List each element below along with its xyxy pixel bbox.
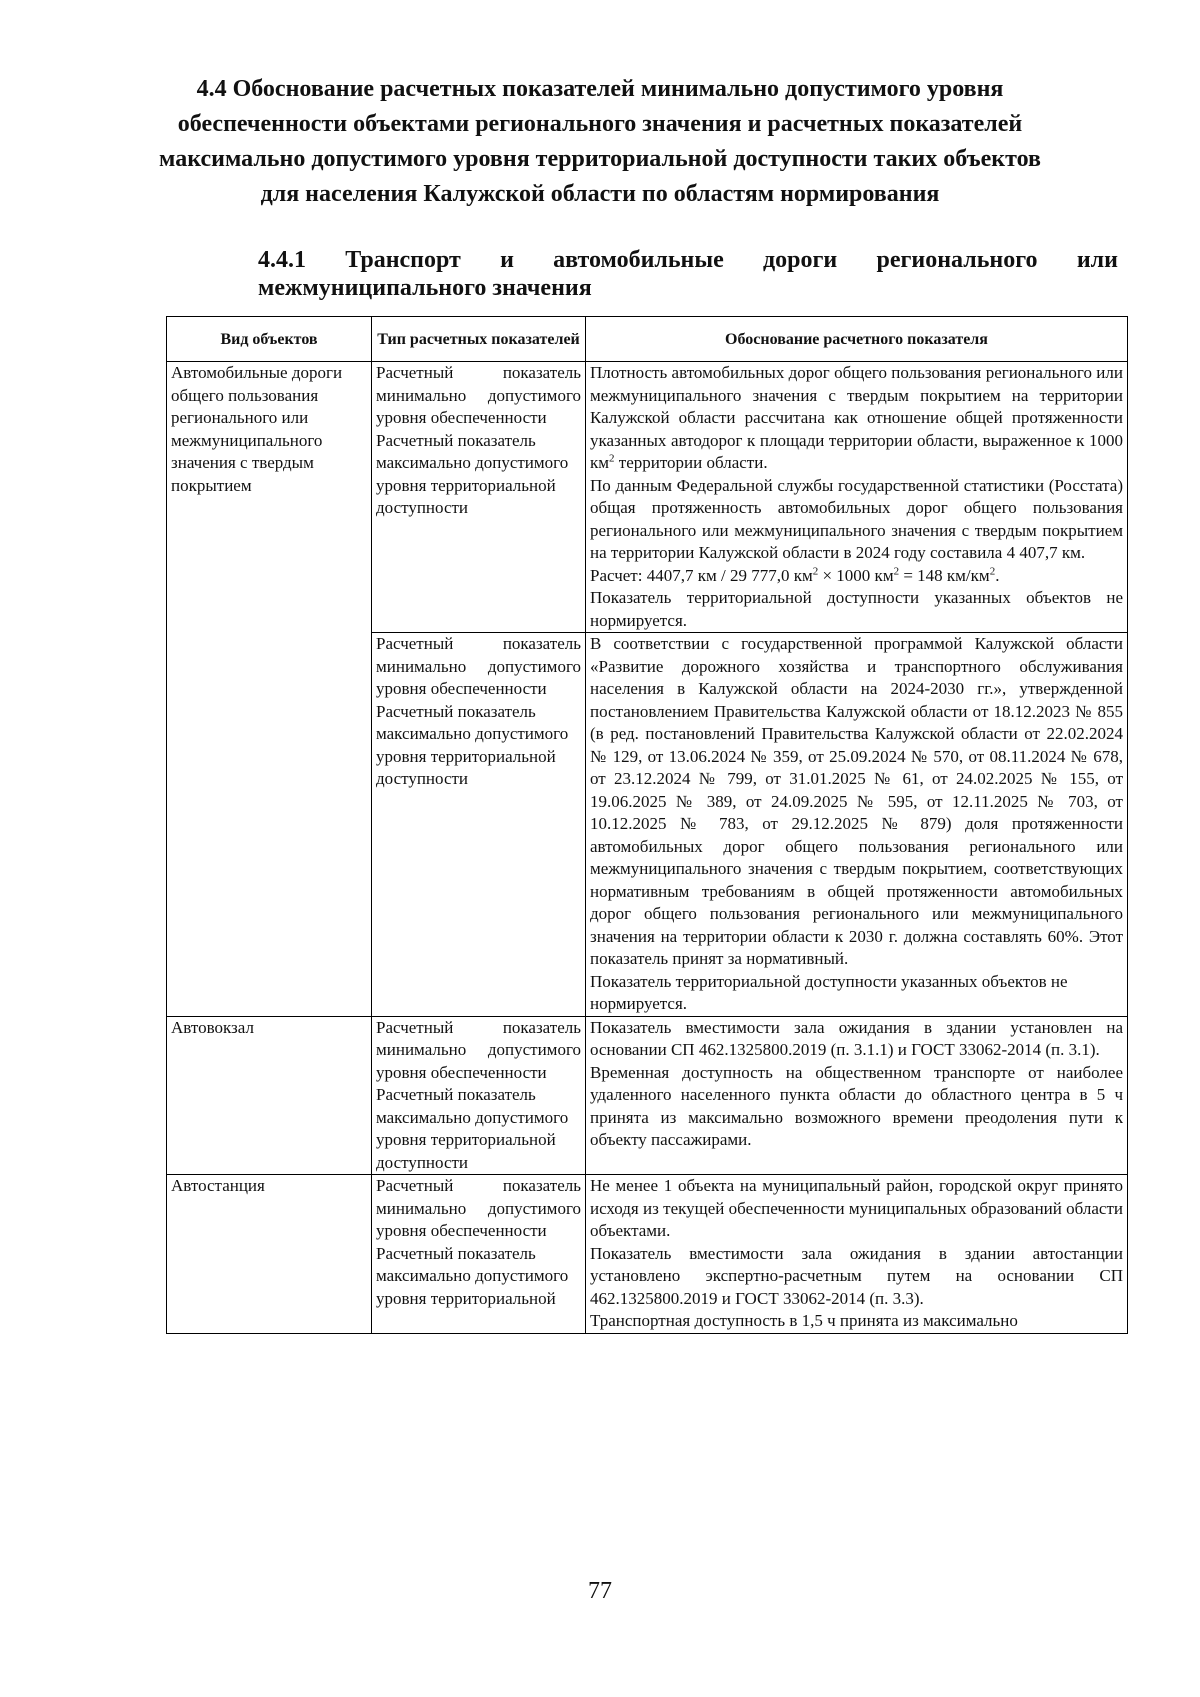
justification-cell bbox=[586, 362, 1128, 633]
indicator-type-cell bbox=[372, 1016, 586, 1175]
justification-cell bbox=[586, 633, 1128, 1017]
indicator-max-label: Расчетный показатель максимально допустимого уровня территориальной доступности bbox=[376, 1085, 569, 1172]
calc-text: × 1000 км bbox=[818, 565, 894, 585]
indicator-max-label: Расчетный показатель максимально допустимого уровня территориальной bbox=[376, 1243, 569, 1308]
subsection-word: Транспорт bbox=[345, 247, 461, 273]
table-row bbox=[167, 1175, 1128, 1334]
indicator-min-label: Расчетный показатель минимально допустимого уровня обеспеченности bbox=[376, 363, 581, 427]
superscript: 2 bbox=[893, 564, 900, 577]
table-row bbox=[167, 1016, 1128, 1175]
page-number: 77 bbox=[588, 1578, 612, 1604]
justification-paragraph: Не менее 1 объекта на муниципальный район, городской округ принято исходя из текущей обеспеченности муниципальных образований области объектами. bbox=[590, 1176, 1123, 1240]
justification-paragraph: Показатель территориальной доступности указанных объектов не нормируется. bbox=[590, 588, 1123, 630]
indicator-min-label: Расчетный показатель минимально допустимого уровня обеспеченности bbox=[376, 634, 581, 698]
subsection-word: дороги bbox=[763, 247, 838, 273]
justification-paragraph: По данным Федеральной службы государственной статистики (Росстата) общая протяженность автомобильных дорог общего пользования регионального или межмуниципального значения с твердым покрытием на территории Калужской области в 2024 году составила 4 407,7 км. bbox=[590, 475, 1123, 562]
superscript: 2 bbox=[989, 564, 996, 577]
justification-paragraph: В соответствии с государственной программой Калужской области «Развитие дорожного хозяйства и транспортного обслуживания населения в Калужской области на 2024-2030 гг.», утвержденной постановлением Правительства Калужской области от 18.12.2023 № 855 (в ред. постановлений Правительства Калужской области от 22.02.2024 № 129, от 13.06.2024 № 359, от 25.09.2024 № 570, от 08.11.2024 № 678, от 23.12.2024 № 799, от 31.01.2025 № 61, от 24.02.2025 № 155, от 19.06.2025 № 389, от 24.09.2025 № 595, от 12.11.2025 № 703, от 10.12.2025 № 783, от 29.12.2025 № 879) доля протяженности автомобильных дорог общего пользования регионального или межмуниципального значения с твердым покрытием, соответствующих нормативным требованиям в общей протяженности автомобильных дорог общего пользования регионального или межмуниципального значения на территории области к 2030 г. должна составлять 60%. Этот показатель принят за нормативный. bbox=[590, 634, 1123, 968]
justification-cell bbox=[586, 1016, 1128, 1175]
superscript: 2 bbox=[609, 452, 615, 465]
justification-paragraph: Транспортная доступность в 1,5 ч принята из максимально bbox=[590, 1311, 1018, 1330]
calc-text: = 148 км/км bbox=[899, 565, 990, 585]
justification-text: Плотность автомобильных дорог общего пользования регионального или межмуниципального значения с твердым покрытием на территории Калужской области рассчитана как отношение общей протяженности указанных автодорог к площади территории области, выраженное к 1000 км bbox=[590, 363, 1123, 472]
indicators-table bbox=[166, 316, 1128, 1334]
column-header-indicator-type: Тип расчетных показателей bbox=[372, 317, 586, 362]
justification-text: территории области. bbox=[614, 453, 768, 472]
table-row bbox=[167, 362, 1128, 633]
justification-paragraph: Временная доступность на общественном транспорте от наиболее удаленного населенного пункта области до областного центра в 5 ч принята из максимально возможного времени преодоления пути к объекту пассажирами. bbox=[590, 1062, 1123, 1149]
object-type-cell: Автовокзал bbox=[167, 1016, 372, 1175]
justification-paragraph: Показатель вместимости зала ожидания в здании автостанции установлено экспертно-расчетным путем на основании СП 462.1325800.2019 и ГОСТ 33062-2014 (п. 3.3). bbox=[590, 1243, 1123, 1308]
table-header-row bbox=[167, 317, 1128, 362]
object-type-cell: Автомобильные дороги общего пользования регионального или межмуниципального значения с твердым покрытием bbox=[167, 362, 372, 1017]
subsection-word: или bbox=[1076, 247, 1118, 273]
object-type-cell: Автостанция bbox=[167, 1175, 372, 1334]
indicator-min-label: Расчетный показатель минимально допустимого уровня обеспеченности bbox=[376, 1017, 581, 1082]
calculation-line bbox=[590, 565, 1123, 588]
justification-cell bbox=[586, 1175, 1128, 1334]
subsection-word: и bbox=[500, 247, 514, 273]
indicator-max-label: Расчетный показатель максимально допустимого уровня территориальной доступности bbox=[376, 430, 569, 517]
justification-paragraph: Показатель территориальной доступности указанных объектов не нормируется. bbox=[590, 971, 1068, 1013]
subsection-word: регионального bbox=[876, 247, 1038, 273]
calc-text: Расчет: 4407,7 км / 29 777,0 км bbox=[590, 565, 813, 585]
justification-paragraph bbox=[590, 362, 1123, 475]
subsection-number: 4.4.1 bbox=[258, 247, 306, 273]
indicator-min-label: Расчетный показатель минимально допустимого уровня обеспеченности bbox=[376, 1176, 581, 1240]
column-header-object-type: Вид объектов bbox=[167, 317, 372, 362]
calc-text: . bbox=[995, 565, 1000, 585]
subsection-heading-line2: межмуниципального значения bbox=[258, 275, 592, 301]
section-heading: 4.4 Обоснование расчетных показателей минимально допустимого уровня обеспеченности объектами регионального значения и расчетных показателей максимально допустимого уровня территориальной доступности таких объектов для населения Калужской области по областям нормирования bbox=[159, 76, 1041, 207]
justification-paragraph: Показатель вместимости зала ожидания в здании установлен на основании СП 462.1325800.2019 (п. 3.1.1) и ГОСТ 33062-2014 (п. 3.1). bbox=[590, 1017, 1123, 1059]
indicator-type-cell bbox=[372, 362, 586, 633]
superscript: 2 bbox=[812, 564, 819, 577]
subsection-word: автомобильные bbox=[553, 247, 724, 273]
indicator-type-cell bbox=[372, 633, 586, 1017]
column-header-justification: Обоснование расчетного показателя bbox=[586, 317, 1128, 362]
subsection-heading-line1 bbox=[258, 246, 1118, 274]
indicator-max-label: Расчетный показатель максимально допустимого уровня территориальной доступности bbox=[376, 701, 569, 788]
subsection-heading bbox=[258, 246, 1118, 302]
indicator-type-cell bbox=[372, 1175, 586, 1334]
